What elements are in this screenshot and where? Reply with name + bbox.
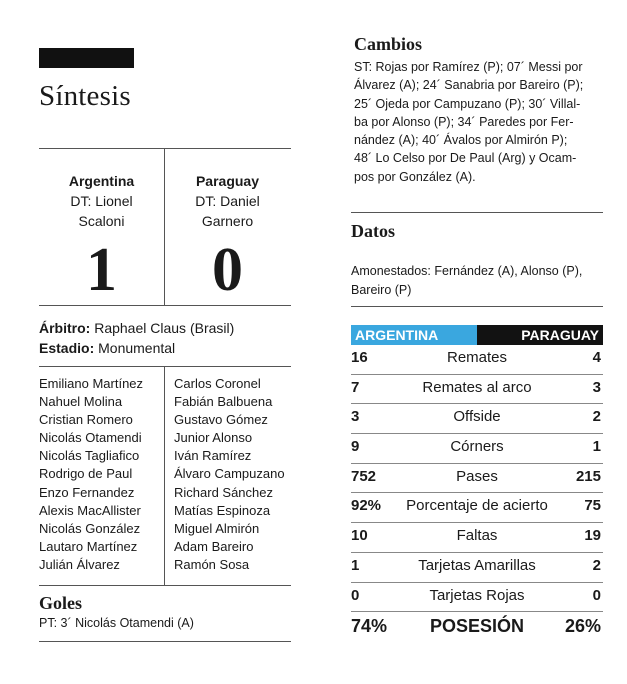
possession-row	[351, 612, 603, 642]
lineup-player: Nicolás González	[39, 520, 141, 536]
lineup-player: Adam Bareiro	[174, 538, 254, 554]
lineup-player: Álvaro Campuzano	[174, 466, 285, 482]
home-team-name: Argentina	[68, 173, 135, 189]
stat-away-value: 2	[592, 408, 601, 426]
stat-row	[351, 553, 603, 583]
section-marker-bar	[39, 48, 134, 68]
substitutions-heading: Cambios	[354, 34, 423, 54]
possession-home: 74%	[351, 616, 388, 637]
lineup-player: Richard Sánchez	[174, 484, 273, 500]
stat-row	[351, 375, 603, 405]
stadium-label: Estadio:	[39, 340, 95, 356]
referee-line	[39, 318, 234, 338]
goals-text: PT: 3´ Nicolás Otamendi (A)	[39, 616, 194, 630]
lineup-player: Cristian Romero	[39, 412, 133, 428]
stat-home-value: 3	[351, 408, 360, 426]
stats-away-header: PARAGUAY	[477, 325, 603, 345]
possession-label: POSESIÓN	[429, 616, 525, 637]
substitutions-section	[354, 33, 604, 186]
lineup-player: Junior Alonso	[174, 430, 253, 446]
away-team-name: Paraguay	[195, 173, 260, 189]
goals-heading: Goles	[39, 593, 82, 613]
stats-header	[351, 325, 603, 345]
stat-home-value: 16	[351, 349, 368, 366]
home-team-block	[39, 171, 164, 304]
stat-home-value: 9	[351, 438, 360, 456]
away-coach-line1: DT: Daniel	[195, 193, 260, 209]
lineups	[39, 366, 291, 585]
lineup-player: Rodrigo de Paul	[39, 466, 133, 482]
substitutions-text: ST: Rojas por Ramírez (P); 07´ Messi por Álvarez (A); 24´ Sanabria por Bareiro (P); 25´ Ojeda por Campuzano (P); 30´ Villal- ba por Alonso (P); 34´ Paredes por Fer- nández (A); 40´ Ávalos por Almirón P); 48´ Lo Celso por De Paul (Arg) y Ocam- pos por González (A).	[354, 60, 584, 184]
referee-name: Raphael Claus (Brasil)	[90, 320, 235, 336]
stat-row	[351, 434, 603, 464]
away-lineup	[174, 375, 285, 574]
stat-label: Pases	[456, 467, 498, 485]
lineup-player: Alexis MacAllister	[39, 502, 141, 518]
stat-row	[351, 523, 603, 553]
away-team-block	[165, 171, 290, 304]
stat-home-value: 752	[351, 467, 377, 485]
stats-home-header: ARGENTINA	[351, 325, 477, 345]
stat-away-value: 75	[584, 497, 601, 515]
home-lineup	[39, 375, 143, 574]
summary-title: Síntesis	[39, 80, 131, 112]
home-coach-line1: DT: Lionel	[70, 193, 133, 209]
stat-label: Remates	[446, 349, 508, 366]
lineup-divider	[164, 367, 165, 586]
stat-home-value: 7	[351, 378, 360, 396]
stat-row	[351, 464, 603, 494]
lineup-player: Nicolás Tagliafico	[39, 448, 140, 464]
stat-label: Offside	[453, 408, 501, 426]
lineup-player: Fabián Balbuena	[174, 394, 273, 410]
goals-section	[39, 585, 291, 642]
lineup-player: Ramón Sosa	[174, 556, 250, 572]
lineup-player: Lautaro Martínez	[39, 538, 138, 554]
lineup-player: Nicolás Otamendi	[39, 430, 142, 446]
data-section	[351, 212, 603, 307]
stat-label: Córners	[450, 438, 504, 456]
lineup-player: Enzo Fernandez	[39, 484, 135, 500]
stat-away-value: 215	[575, 467, 601, 485]
stat-home-value: 10	[351, 527, 368, 545]
stat-label: Tarjetas Amarillas	[418, 556, 536, 574]
away-score: 0	[212, 236, 243, 304]
stadium-name: Monumental	[94, 340, 176, 356]
stat-away-value: 19	[584, 527, 601, 545]
stat-away-value: 0	[592, 586, 601, 604]
stat-away-value: 1	[592, 438, 601, 456]
stat-row	[351, 404, 603, 434]
lineup-player: Emiliano Martínez	[39, 376, 144, 391]
stat-label: Remates al arco	[422, 378, 532, 396]
lineup-player: Miguel Almirón	[174, 520, 260, 536]
data-heading: Datos	[351, 221, 395, 241]
stat-away-value: 3	[592, 378, 601, 396]
stat-row	[351, 493, 603, 523]
lineup-player: Carlos Coronel	[174, 376, 261, 391]
stat-label: Faltas	[456, 527, 498, 545]
stat-away-value: 4	[592, 349, 601, 366]
away-coach-line2: Garnero	[201, 213, 254, 229]
stat-home-value: 1	[351, 556, 360, 574]
lineup-player: Julián Álvarez	[39, 556, 120, 572]
stat-row	[351, 345, 603, 375]
lineup-player: Gustavo Gómez	[174, 412, 268, 428]
referee-label: Árbitro:	[39, 320, 91, 336]
home-score: 1	[86, 236, 117, 304]
stat-home-value: 0	[351, 586, 360, 604]
match-officials	[39, 318, 234, 358]
possession-away: 26%	[564, 616, 601, 637]
home-coach-line2: Scaloni	[78, 213, 125, 229]
stats-rows	[351, 345, 603, 612]
lineup-player: Iván Ramírez	[174, 448, 252, 464]
lineup-player: Matías Espinoza	[174, 502, 271, 518]
stat-home-value: 92%	[351, 497, 382, 515]
lineup-player: Nahuel Molina	[39, 394, 123, 410]
stadium-line	[39, 338, 234, 358]
scoreboard	[39, 148, 291, 306]
stat-row	[351, 583, 603, 613]
stat-label: Porcentaje de acierto	[406, 497, 548, 515]
stat-away-value: 2	[592, 556, 601, 574]
stat-label: Tarjetas Rojas	[429, 586, 525, 604]
bookings-text: Amonestados: Fernández (A), Alonso (P), Bareiro (P)	[351, 264, 583, 297]
stats-table	[351, 325, 603, 642]
